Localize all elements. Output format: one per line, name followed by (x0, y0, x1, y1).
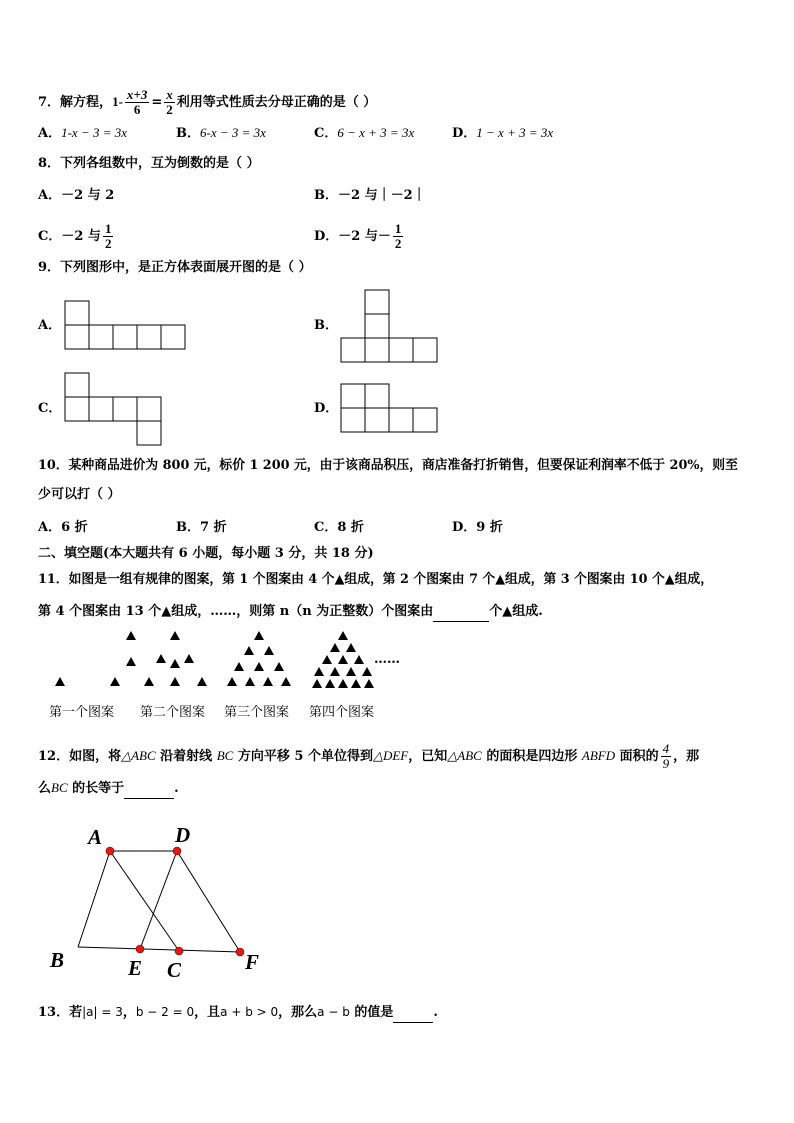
q8-option-b: B．－2 与｜－2｜ (314, 188, 426, 203)
triangle-icon (170, 677, 180, 686)
triangle-icon (338, 655, 348, 664)
triangle-icon (330, 643, 340, 652)
triangle-icon (170, 659, 180, 668)
point-d (173, 847, 181, 855)
q11-caption-2: 第二个图案 (140, 705, 206, 720)
q9-stem: 9．下列图形中，是正方体表面展开图的是（ ） (38, 260, 312, 275)
q11-caption-3: 第三个图案 (224, 705, 290, 720)
triangle-icon (314, 667, 324, 676)
triangle-icon (263, 677, 273, 686)
triangle-icon (227, 677, 237, 686)
q9-net-d (340, 383, 440, 435)
q9-label-a: A． (38, 318, 62, 333)
answer-blank[interactable] (433, 603, 489, 622)
fraction: $\frac{1}{2}$ (104, 221, 112, 251)
q8-option-a: A．－2 与 2 (38, 188, 115, 203)
q11-line1: 11．如图是一组有规律的图案，第 1 个图案由 4 个▲组成，第 2 个图案由 7 个▲组成，第 3 个图案由 10 个▲组成， (38, 572, 713, 587)
label-b: B (50, 948, 65, 972)
q8-option-d: D．－2 与－ $\frac{1}{2}$ (314, 221, 402, 251)
section-heading: 二、填空题(本大题共有 6 小题，每小题 3 分，共 18 分) (38, 546, 374, 561)
triangle-icon (245, 677, 255, 686)
triangle-icon (274, 662, 284, 671)
q12-line2: 么BC 的长等于 . (38, 779, 179, 799)
q9-net-b (340, 289, 440, 365)
triangle-icon (330, 667, 340, 676)
fraction: $\frac{x+3}{6}$ (126, 87, 148, 117)
triangle-icon (234, 662, 244, 671)
label-e: E (128, 956, 143, 980)
label-a: A (88, 825, 103, 849)
triangle-icon (338, 679, 348, 688)
triangle-icon (264, 646, 274, 655)
triangle-icon (338, 631, 348, 640)
point-f (236, 948, 244, 956)
triangle-icon (144, 677, 154, 686)
triangle-icon (254, 631, 264, 640)
point-c (175, 947, 183, 955)
q7-option-c: C．6 − x + 3 = 3x (314, 125, 415, 141)
q12-line1: 12．如图，将△ABC 沿着射线 BC 方向平移 5 个单位得到△DEF，已知△ABC 的面积是四边形 ABFD 面积的 $\frac{4}{9}$ ，那 (38, 741, 700, 771)
triangle-icon (346, 667, 356, 676)
q10-option-c: C．8 折 (314, 520, 364, 535)
triangle-icon (325, 679, 335, 688)
q7-option-a: A．1-x − 3 = 3x (38, 125, 128, 141)
triangle-icon (364, 679, 374, 688)
point-a (106, 847, 114, 855)
fraction: $\frac{4}{9}$ (662, 741, 670, 771)
q10-line2: 少可以打（ ） (38, 487, 121, 502)
q9-net-a (64, 300, 188, 352)
triangle-icon (351, 679, 361, 688)
q10-line1: 10．某种商品进价为 800 元，标价 1 200 元，由于该商品积压，商店准备打折销售，但要保证利润率不低于 20%，则至 (38, 458, 738, 473)
triangle-icon (354, 655, 364, 664)
answer-blank[interactable] (124, 780, 174, 799)
triangle-icon (197, 677, 207, 686)
label-d: D (175, 823, 191, 847)
q11-ellipsis: …… (374, 652, 400, 667)
label-c: C (167, 958, 182, 982)
q7-option-d: D．1 − x + 3 = 3x (452, 125, 554, 141)
triangle-icon (156, 654, 166, 663)
q11-caption-4: 第四个图案 (309, 705, 375, 720)
q11-line2: 第 4 个图案由 13 个▲组成，……，则第 n（n 为正整数）个图案由 个▲组成. (38, 603, 543, 622)
q10-option-a: A．6 折 (38, 520, 88, 535)
triangle-icon (254, 662, 264, 671)
triangle-icon (312, 679, 322, 688)
answer-blank[interactable] (393, 1004, 433, 1023)
triangle-icon (184, 654, 194, 663)
triangle-icon (244, 646, 254, 655)
triangle-icon (170, 631, 180, 640)
triangle-icon (322, 655, 332, 664)
triangle-icon (55, 677, 65, 686)
q9-label-d: D． (314, 401, 339, 416)
fraction: $\frac{x}{2}$ (166, 87, 173, 117)
q10-option-b: B．7 折 (176, 520, 227, 535)
q7-option-b: B．6-x − 3 = 3x (176, 125, 266, 141)
q10-option-d: D．9 折 (452, 520, 503, 535)
q13-stem: 13．若|a| = 3，b − 2 = 0，且a + b > 0，那么a − b 的值是 . (38, 1003, 438, 1023)
triangle-icon (110, 677, 120, 686)
q9-net-c (64, 372, 164, 448)
q9-label-b: B． (314, 318, 338, 333)
triangle-icon (126, 657, 136, 666)
q7-stem: 7．解方程，1- $\frac{x+3}{6}$ = $\frac{x}{2}$ 利用等式性质去分母正确的是（ ） (38, 87, 377, 117)
q11-patterns (44, 626, 424, 694)
q8-stem: 8．下列各组数中，互为倒数的是（ ） (38, 156, 260, 171)
point-e (136, 945, 144, 953)
q8-option-c: C．－2 与 $\frac{1}{2}$ (38, 221, 112, 251)
q9-label-c: C． (38, 401, 62, 416)
fraction: $\frac{1}{2}$ (394, 221, 402, 251)
triangle-icon (126, 631, 136, 640)
triangle-icon (346, 643, 356, 652)
q12-figure (44, 818, 274, 984)
q11-caption-1: 第一个图案 (49, 705, 115, 720)
triangle-icon (362, 667, 372, 676)
triangle-icon (281, 677, 291, 686)
label-f: F (245, 950, 260, 974)
